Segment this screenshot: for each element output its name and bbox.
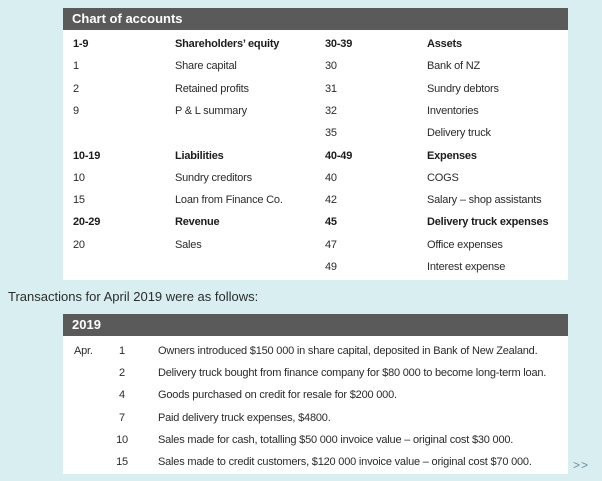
account-code: 10-19 — [73, 149, 101, 162]
account-code: 30 — [325, 60, 337, 73]
account-code: 15 — [73, 194, 85, 207]
transaction-description: Owners introduced $150 000 in share capital, deposited in Bank of New Zealand. — [158, 345, 538, 357]
transaction-description: Goods purchased on credit for resale for $200 000. — [158, 389, 397, 402]
transaction-description: Delivery truck bought from finance company for $80 000 to become long-term loan. — [158, 367, 547, 380]
account-code: 9 — [73, 104, 79, 117]
transaction-day: 7 — [119, 411, 125, 424]
transaction-description: Sales made to credit customers, $120 000 invoice value – original cost $70 000. — [158, 456, 532, 468]
account-code: 45 — [325, 216, 337, 229]
account-code: 30-39 — [325, 38, 353, 50]
transaction-description: Paid delivery truck expenses, $4800. — [158, 411, 331, 424]
transaction-month: Apr. — [74, 345, 93, 357]
transaction-description: Sales made for cash, totalling $50 000 invoice value – original cost $30 000. — [158, 433, 514, 446]
account-name: Shareholders’ equity — [175, 38, 280, 50]
account-name: Delivery truck expenses — [427, 216, 549, 229]
account-name: Interest expense — [427, 261, 506, 273]
account-code: 1 — [73, 60, 79, 73]
transactions-panel — [63, 314, 568, 474]
transactions-intro: Transactions for April 2019 were as follows: — [8, 289, 259, 304]
account-name: Retained profits — [175, 82, 249, 95]
chart-of-accounts-title: Chart of accounts — [63, 8, 568, 30]
transaction-day: 4 — [119, 389, 125, 402]
account-name: Office expenses — [427, 238, 503, 251]
account-code: 2 — [73, 82, 79, 95]
account-name: Revenue — [175, 216, 220, 229]
account-code: 20-29 — [73, 216, 101, 229]
next-page-icon[interactable]: >> — [573, 458, 590, 472]
account-name: Sundry creditors — [175, 171, 252, 184]
account-name: Loan from Finance Co. — [175, 194, 283, 207]
account-code: 40 — [325, 171, 337, 184]
account-code: 35 — [325, 127, 337, 140]
transactions-year: 2019 — [63, 314, 568, 336]
account-code: 49 — [325, 261, 337, 273]
transaction-day: 1 — [119, 345, 125, 357]
account-name: Inventories — [427, 104, 479, 117]
account-code: 10 — [73, 171, 85, 184]
account-name: Bank of NZ — [427, 60, 481, 73]
account-name: Sales — [175, 238, 202, 251]
transaction-day: 10 — [116, 433, 128, 446]
account-code: 31 — [325, 82, 337, 95]
account-name: Delivery truck — [427, 127, 491, 140]
account-code: 40-49 — [325, 149, 353, 162]
account-code: 47 — [325, 238, 337, 251]
account-name: Share capital — [175, 60, 237, 73]
account-name: COGS — [427, 171, 459, 184]
account-code: 20 — [73, 238, 85, 251]
account-code: 42 — [325, 194, 337, 207]
transaction-day: 15 — [116, 456, 128, 468]
account-code: 32 — [325, 104, 337, 117]
account-name: P & L summary — [175, 104, 247, 117]
account-name: Salary – shop assistants — [427, 194, 542, 207]
transaction-day: 2 — [119, 367, 125, 380]
account-code: 1-9 — [73, 38, 89, 50]
account-name: Liabilities — [175, 149, 224, 162]
chart-of-accounts-panel — [63, 8, 568, 280]
account-name: Sundry debtors — [427, 82, 499, 95]
account-name: Expenses — [427, 149, 477, 162]
account-name: Assets — [427, 38, 462, 50]
